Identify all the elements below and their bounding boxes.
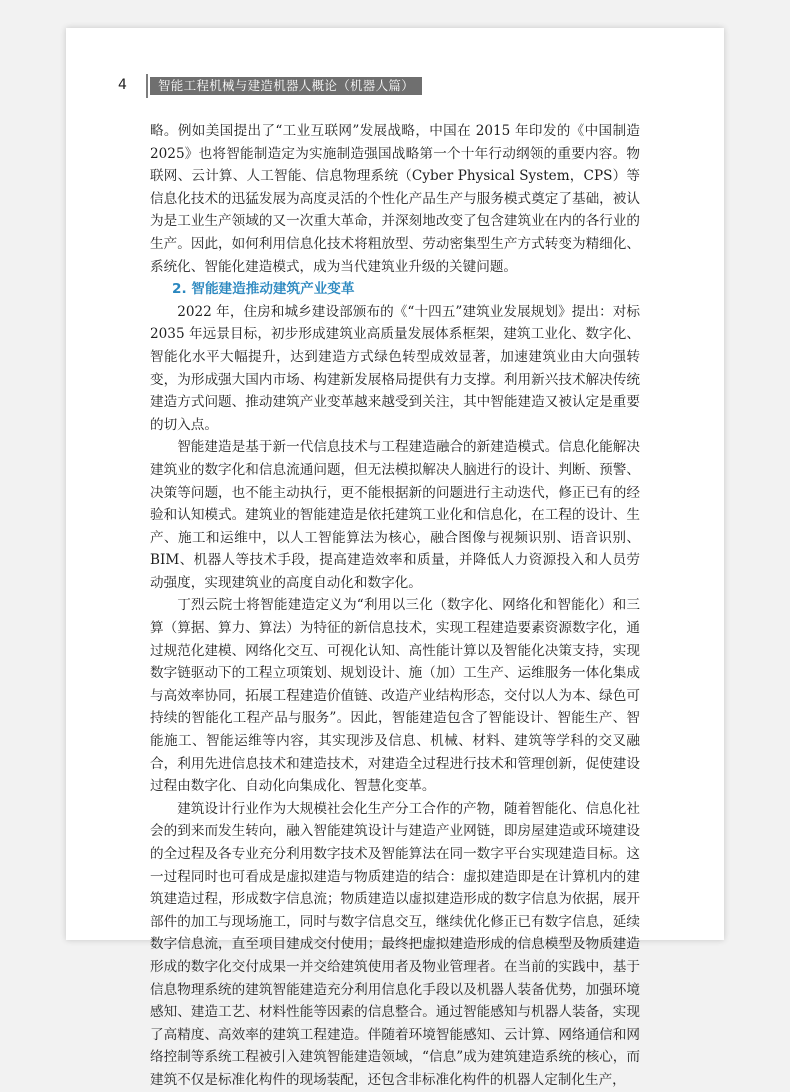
paragraph: 2022 年，住房和城乡建设部颁布的《“十四五”建筑业发展规划》提出：对标 2035 年远景目标，初步形成建筑业高质量发展体系框架，建筑工业化、数字化、智能化水平大幅提升，达到建造方式绿色转型成效显著，加速建筑业由大向强转变，为形成强大国内市场、构建新发展格局提供有力支撑。利用新兴技术解决传统建造方式问题、推动建筑产业变革越来越受到关注，其中智能建造又被认定是重要的切入点。 bbox=[150, 303, 640, 433]
paragraph: 略。例如美国提出了“工业互联网”发展战略，中国在 2015 年印发的《中国制造 2025》也将智能制造定为实施制造强国战略第一个十年行动纲领的重要内容。物联网、云计算、人工智能、信息物理系统（Cyber Physical System，CPS）等信息化技术的迅猛发展为高度灵活的个性化产品生产与服务模式奠定了基础，被认为是工业生产领域的又一次重大革命，并深刻地改变了包含建筑业在内的各行业的生产。因此，如何利用信息化技术将粗放型、劳动密集型生产方式转变为精细化、系统化、智能化建造模式，成为当代建筑业升级的关键问题。 bbox=[150, 123, 640, 275]
section-heading: 2. 智能建造推动建筑产业变革 bbox=[172, 281, 355, 298]
paragraph: 智能建造是基于新一代信息技术与工程建造融合的新建造模式。信息化能解决建筑业的数字化和信息流通问题，但无法模拟解决人脑进行的设计、判断、预警、决策等问题，也不能主动执行，更不能根据新的问题进行主动迭代，修正已有的经验和认知模式。建筑业的智能建造是依托建筑工业化和信息化，在工程的设计、生产、施工和运维中，以人工智能算法为核心，融合图像与视频识别、语音识别、BIM、机器人等技术手段，提高建造效率和质量，并降低人力资源投入和人员劳动强度，实现建筑业的高度自动化和数字化。 bbox=[150, 439, 640, 591]
body-text bbox=[150, 120, 640, 1092]
page-number: 4 bbox=[118, 77, 127, 93]
running-title: 智能工程机械与建造机器人概论（机器人篇） bbox=[150, 77, 422, 95]
paragraph: 建筑设计行业作为大规模社会化生产分工合作的产物，随着智能化、信息化社会的到来而发生转向，融入智能建筑设计与建造产业网链，即房屋建造或环境建设的全过程及各专业充分利用数字技术及智能算法在同一数字平台实现建造目标。这一过程同时也可看成是虚拟建造与物质建造的结合：虚拟建造即是在计算机内的建筑建造过程，形成数字信息流；物质建造以虚拟建造形成的数字信息为依据，展开部件的加工与现场施工，同时与数字信息交互，继续优化修正已有数字信息，延续数字信息流，直至项目建成交付使用；最终把虚拟建造形成的信息模型及物质建造形成的数字化交付成果一并交给建筑使用者及物业管理者。在当前的实践中，基于信息物理系统的建筑智能建造充分利用信息化手段以及机器人装备优势，加强环境感知、建造工艺、材料性能等因素的信息整合。通过智能感知与机器人装备，实现了高精度、高效率的建筑工程建造。伴随着环境智能感知、云计算、网络通信和网络控制等系统工程被引入建筑智能建造领域，“信息”成为建筑建造系统的核心，而建筑不仅是标准化构件的现场装配，还包含非标准化构件的机器人定制化生产， bbox=[150, 800, 640, 1088]
paragraph: 丁烈云院士将智能建造定义为“利用以三化（数字化、网络化和智能化）和三算（算据、算力、算法）为特征的新信息技术，实现工程建造要素资源数字化，通过规范化建模、网络化交互、可视化认知、高性能计算以及智能化决策支持，实现数字链驱动下的工程立项策划、规划设计、施（加）工生产、运维服务一体化集成与高效率协同，拓展工程建造价值链、改造产业结构形态，交付以人为本、绿色可持续的智能化工程产品与服务”。因此，智能建造包含了智能设计、智能生产、智能施工、智能运维等内容，其实现涉及信息、机械、材料、建筑等学科的交叉融合，利用先进信息技术和建造技术，对建造全过程进行技术和管理创新，促使建设过程由数字化、自动化向集成化、智慧化变革。 bbox=[150, 597, 640, 795]
header-divider bbox=[146, 74, 148, 98]
